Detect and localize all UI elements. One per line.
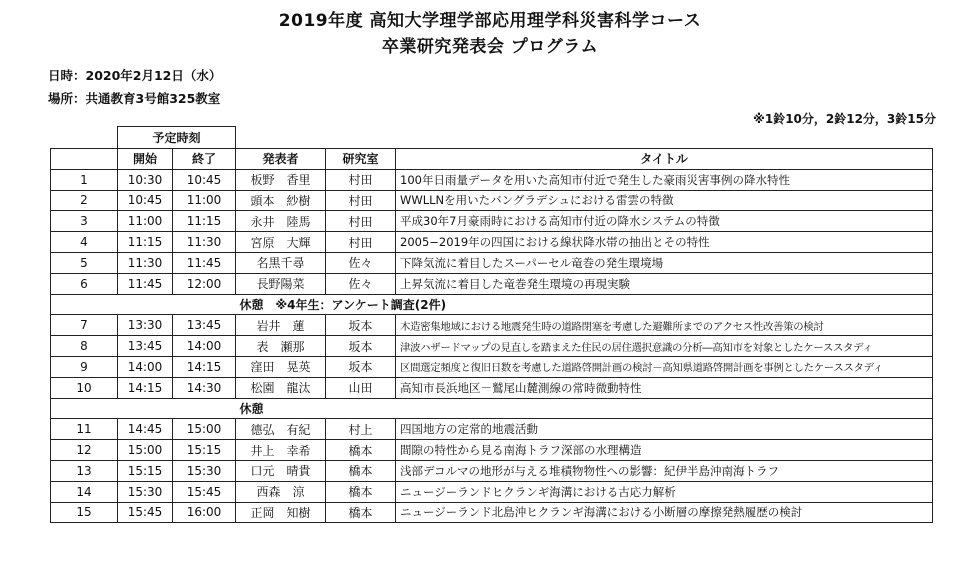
presenter-name: 岩井 蓮	[236, 315, 326, 336]
presentation-title: 区間選定頻度と復旧日数を考慮した道路啓開計画の検討－高知県道路啓開計画を事例としたケーススタディ	[396, 356, 933, 377]
row-number: 8	[51, 336, 118, 357]
program-row	[51, 232, 933, 253]
presentation-title: ニュージーランドヒクランギ海溝における古応力解析	[396, 481, 933, 502]
row-number: 5	[51, 252, 118, 273]
lab-name: 村田	[326, 232, 396, 253]
presentation-title: 100年日雨量データを用いた高知市付近で発生した豪雨災害事例の降水特性	[396, 169, 933, 190]
start-time: 15:45	[118, 502, 173, 523]
presenter-name: 松園 龍汰	[236, 377, 326, 398]
start-time: 11:00	[118, 211, 173, 232]
presentation-title: 四国地方の定常的地震活動	[396, 419, 933, 440]
lab-name: 佐々	[326, 252, 396, 273]
column-header-title: タイトル	[396, 149, 933, 170]
start-time: 11:45	[118, 273, 173, 294]
group-header-row	[51, 127, 933, 149]
row-number: 12	[51, 440, 118, 461]
break-row	[51, 294, 933, 315]
end-time: 16:00	[173, 502, 236, 523]
row-number: 3	[51, 211, 118, 232]
end-time: 11:30	[173, 232, 236, 253]
end-time: 15:45	[173, 481, 236, 502]
lab-name: 橋本	[326, 440, 396, 461]
lab-name: 坂本	[326, 356, 396, 377]
lab-name: 山田	[326, 377, 396, 398]
column-header-no	[51, 149, 118, 170]
program-row	[51, 169, 933, 190]
start-time: 15:30	[118, 481, 173, 502]
end-time: 11:00	[173, 190, 236, 211]
start-time: 14:45	[118, 419, 173, 440]
row-number: 2	[51, 190, 118, 211]
event-date: 日時：2020年2月12日（水）	[48, 68, 222, 83]
end-time: 14:15	[173, 356, 236, 377]
break-label: 休憩 ※4年生：アンケート調査(2件)	[236, 294, 933, 315]
presentation-title: 下降気流に着目したスーパーセル竜巻の発生環境場	[396, 252, 933, 273]
presentation-title: 浅部デコルマの地形が与える堆積物物性への影響：紀伊半島沖南海トラフ	[396, 460, 933, 481]
start-time: 15:00	[118, 440, 173, 461]
start-time: 11:15	[118, 232, 173, 253]
row-number: 6	[51, 273, 118, 294]
lab-name: 橋本	[326, 481, 396, 502]
end-time: 10:45	[173, 169, 236, 190]
presentation-title: 木造密集地域における地震発生時の道路閉塞を考慮した避難所までのアクセス性改善策の検討	[396, 315, 933, 336]
lab-name: 佐々	[326, 273, 396, 294]
presenter-name: 板野 香里	[236, 169, 326, 190]
program-row	[51, 356, 933, 377]
presentation-title: ニュージーランド北島沖ヒクランギ海溝における小断層の摩擦発熱履歴の検討	[396, 502, 933, 523]
presentation-title: WWLLNを用いたバングラデシュにおける雷雲の特徴	[396, 190, 933, 211]
presentation-title: 平成30年7月豪雨時における高知市付近の降水システムの特徴	[396, 211, 933, 232]
presenter-name: 表 瀬那	[236, 336, 326, 357]
program-row	[51, 502, 933, 523]
lab-name: 坂本	[326, 336, 396, 357]
end-time: 11:15	[173, 211, 236, 232]
break-spacer	[51, 294, 236, 315]
lab-name: 村田	[326, 190, 396, 211]
presenter-name: 井上 幸希	[236, 440, 326, 461]
program-row	[51, 377, 933, 398]
lab-name: 村田	[326, 211, 396, 232]
lab-name: 橋本	[326, 460, 396, 481]
break-spacer	[51, 398, 236, 419]
lab-name: 橋本	[326, 502, 396, 523]
lab-name: 村上	[326, 419, 396, 440]
end-time: 14:00	[173, 336, 236, 357]
start-time: 14:00	[118, 356, 173, 377]
program-row	[51, 481, 933, 502]
program-row	[51, 460, 933, 481]
column-header-start: 開始	[118, 149, 173, 170]
program-row	[51, 336, 933, 357]
program-row	[51, 440, 933, 461]
document-title: 2019年度 高知大学理学部応用理学科災害科学コース	[278, 11, 702, 31]
program-row	[51, 190, 933, 211]
start-time: 13:45	[118, 336, 173, 357]
row-number: 14	[51, 481, 118, 502]
start-time: 10:45	[118, 190, 173, 211]
start-time: 14:15	[118, 377, 173, 398]
column-header-presenter: 発表者	[236, 149, 326, 170]
row-number: 7	[51, 315, 118, 336]
presenter-name: 窪田 晃英	[236, 356, 326, 377]
presenter-name: 名黒千尋	[236, 252, 326, 273]
row-number: 10	[51, 377, 118, 398]
end-time: 13:45	[173, 315, 236, 336]
end-time: 11:45	[173, 252, 236, 273]
presenter-name: 長野陽菜	[236, 273, 326, 294]
row-number: 4	[51, 232, 118, 253]
scheduled-time-header: 予定時刻	[118, 127, 236, 149]
presentation-title: 間隙の特性から見る南海トラフ深部の水理構造	[396, 440, 933, 461]
presenter-name: 永井 陸馬	[236, 211, 326, 232]
program-table	[50, 126, 933, 523]
presenter-name: 正岡 知樹	[236, 502, 326, 523]
document-subtitle: 卒業研究発表会 プログラム	[381, 37, 599, 57]
presentation-title: 津波ハザードマップの見直しを踏まえた住民の居住選択意識の分析―高知市を対象としたケーススタディ	[396, 336, 933, 357]
header-spacer	[51, 127, 118, 149]
row-number: 9	[51, 356, 118, 377]
presenter-name: 德弘 有紀	[236, 419, 326, 440]
program-row	[51, 211, 933, 232]
end-time: 15:30	[173, 460, 236, 481]
program-row	[51, 252, 933, 273]
program-row	[51, 315, 933, 336]
end-time: 12:00	[173, 273, 236, 294]
presenter-name: 頭本 紗樹	[236, 190, 326, 211]
start-time: 15:15	[118, 460, 173, 481]
event-place: 場所：共通教育3号館325教室	[48, 91, 221, 106]
lab-name: 坂本	[326, 315, 396, 336]
end-time: 15:00	[173, 419, 236, 440]
start-time: 11:30	[118, 252, 173, 273]
presenter-name: 宮原 大輝	[236, 232, 326, 253]
row-number: 1	[51, 169, 118, 190]
row-number: 15	[51, 502, 118, 523]
presentation-title: 上昇気流に着目した竜巻発生環境の再現実験	[396, 273, 933, 294]
start-time: 10:30	[118, 169, 173, 190]
end-time: 15:15	[173, 440, 236, 461]
program-row	[51, 273, 933, 294]
header-spacer	[236, 127, 933, 149]
presentation-title: 高知市長浜地区－鷲尾山麓測線の常時微動特性	[396, 377, 933, 398]
column-header-lab: 研究室	[326, 149, 396, 170]
lab-name: 村田	[326, 169, 396, 190]
start-time: 13:30	[118, 315, 173, 336]
row-number: 11	[51, 419, 118, 440]
bell-note: ※1鈴10分，2鈴12分，3鈴15分	[753, 112, 936, 126]
presenter-name: 西森 涼	[236, 481, 326, 502]
break-label: 休憩	[236, 398, 933, 419]
column-header-row	[51, 149, 933, 170]
presenter-name: 口元 晴貴	[236, 460, 326, 481]
break-row	[51, 398, 933, 419]
presentation-title: 2005−2019年の四国における線状降水帯の抽出とその特性	[396, 232, 933, 253]
program-row	[51, 419, 933, 440]
column-header-end: 終了	[173, 149, 236, 170]
end-time: 14:30	[173, 377, 236, 398]
row-number: 13	[51, 460, 118, 481]
